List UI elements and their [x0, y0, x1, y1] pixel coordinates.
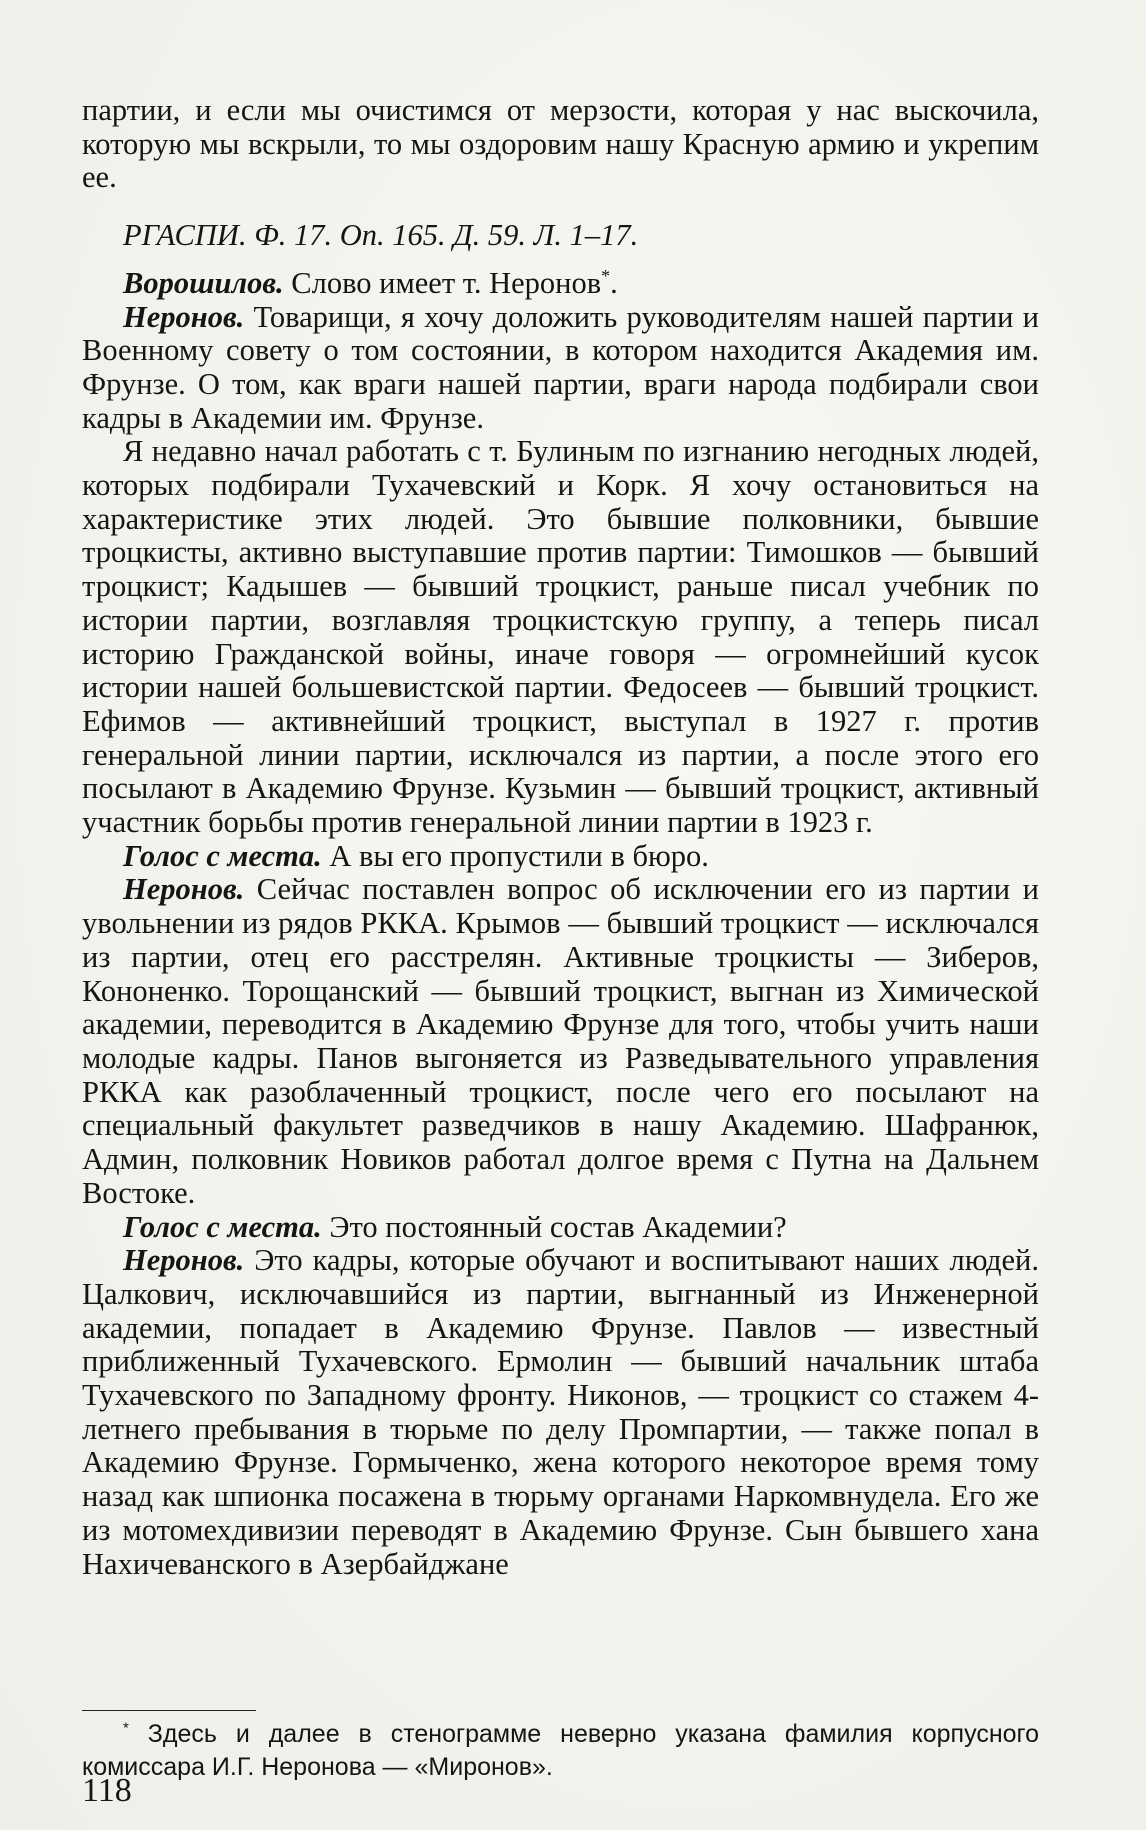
- speaker-name: Неронов.: [123, 1243, 245, 1278]
- footnote: [82, 1718, 1039, 1784]
- dialogue-line: [82, 301, 1039, 436]
- speaker-name: Неронов.: [123, 299, 245, 334]
- main-text: [82, 94, 1039, 1581]
- speech-end: .: [610, 265, 618, 300]
- speaker-name: Ворошилов.: [123, 265, 284, 300]
- speech-text: Товарищи, я хочу доложить руководителям нашей партии и Военному совету о том состоянии, в котором находится Академия им. Фрунзе. О том, как враги нашей партии, враги народа подбирали свои кадры в Академии им. Фрунзе.: [82, 299, 1040, 435]
- archive-source: [82, 219, 1039, 253]
- speech-text: Это постоянный состав Академии?: [329, 1209, 787, 1244]
- speaker-name: Неронов.: [123, 872, 245, 907]
- dialogue-line: [82, 1211, 1039, 1245]
- speech-text: Это кадры, которые обучают и воспитывают наших людей. Цалкович, исключавшийся из партии, выгнанный из Инженерной академии, попадает в Академию Фрунзе. Павлов — известный приближенный Тухачевского. Ермолин — бывший начальник штаба Тухачевского по Западному фронту. Никонов, — троцкист со стажем 4-летнего пребывания в тюрьме по делу Промпартии, — также попал в Академию Фрунзе. Гормыченко, жена которого некоторое время тому назад как шпионка посажена в тюрьму органами Наркомвнудела. Его же из мотомехдивизии переводят в Академию Фрунзе. Сын бывшего хана Нахичеванского в Азербайджане: [82, 1243, 1040, 1581]
- speech-text: Сейчас поставлен вопрос об исключении его из партии и увольнении из рядов РККА. Крымов — бывший троцкист — исключался из партии, отец его расстрелян. Активные троцкисты — Зиберов, Кононенко. Торощанский — бывший троцкист, выгнан из Химической академии, переводится в Академию Фрунзе для того, чтобы учить наши молодые кадры. Панов выгоняется из Разведывательного управления РККА как разоблаченный троцкист, после чего его посылают на специальный факультет разведчиков в нашу Академию. Шафранюк, Админ, полковник Новиков работал долгое время с Путна на Дальнем Востоке.: [82, 872, 1039, 1210]
- page-number: 118: [82, 1772, 132, 1809]
- dialogue-line: [82, 1244, 1039, 1581]
- archive-reference: РГАСПИ. Ф. 17. Оп. 165. Д. 59. Л. 1–17.: [123, 218, 639, 253]
- speaker-name: Голос с места.: [123, 1209, 322, 1244]
- footnote-marker: *: [601, 265, 611, 286]
- paragraph-continuation: [82, 94, 1039, 195]
- speech-text: Я недавно начал работать с т. Булиным по изгнанию негодных людей, которых подбирали Тухачевский и Корк. Я хочу остановиться на характеристике этих людей. Это бывшие полковники, бывшие троцкисты, активно выступавшие против партии: Тимошков — бывший троцкист; Кадышев — бывший троцкист, раньше писал учебник по истории партии, возглавляя троцкистскую группу, а теперь писал историю Гражданской войны, иначе говоря — огромнейший кусок истории нашей большевистской партии. Федосеев — бывший троцкист. Ефимов — активнейший троцкист, выступал в 1927 г. против генеральной линии партии, исключался из партии, а после этого его посылают в Академию Фрунзе. Кузьмин — бывший троцкист, активный участник борьбы против генеральной линии партии в 1923 г.: [82, 434, 1039, 840]
- speech-text: А вы его пропустили в бюро.: [329, 838, 709, 873]
- speaker-name: Голос с места.: [123, 838, 322, 873]
- dialogue-line: [82, 435, 1039, 839]
- footnote-marker: *: [123, 1719, 129, 1737]
- footnote-divider: [82, 1710, 256, 1711]
- dialogue-line: [82, 840, 1039, 874]
- dialogue-line: [82, 267, 1039, 301]
- footnote-text: Здесь и далее в стенограмме неверно указана фамилия корпусного комиссара И.Г. Неронова — «Миронов».: [82, 1720, 1039, 1781]
- dialogue-line: [82, 873, 1039, 1210]
- speech-text: Слово имеет т. Неронов: [291, 265, 602, 300]
- paragraph-text: партии, и если мы очистимся от мерзости, которая у нас выскочила, которую мы вскрыли, то мы оздоровим нашу Красную армию и укрепим ее.: [82, 93, 1039, 195]
